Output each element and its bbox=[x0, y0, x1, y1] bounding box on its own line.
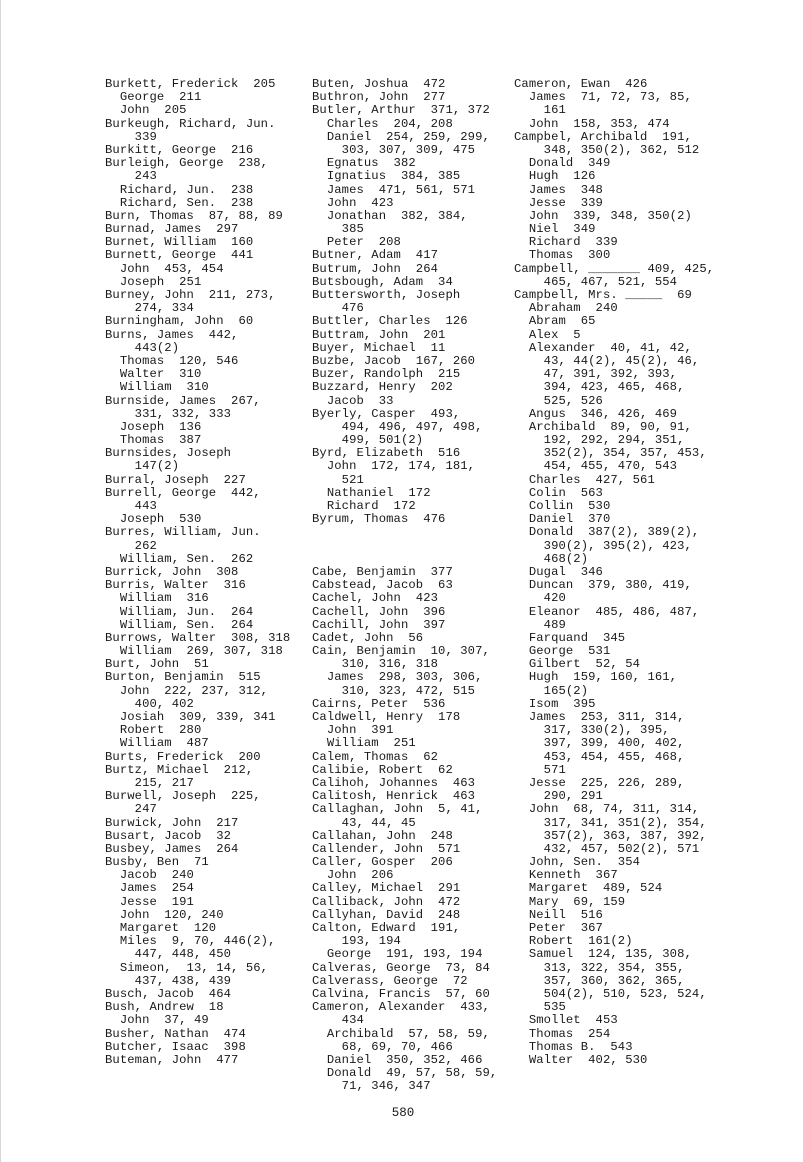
index-entry-line: 397, 399, 400, 402, bbox=[514, 736, 685, 751]
index-entry-line: Gilbert 52, 54 bbox=[514, 657, 641, 672]
index-column-3 bbox=[514, 78, 714, 1067]
index-entry-line: 476 bbox=[312, 301, 364, 316]
index-entry-line: Cachel, John 423 bbox=[312, 591, 439, 606]
index-entry-line: Buthron, John 277 bbox=[312, 90, 446, 105]
index-entry-line bbox=[312, 540, 497, 553]
index-entry-line: Burkett, Frederick 205 bbox=[105, 77, 276, 91]
index-entry-line: Eleanor 485, 486, 487, bbox=[514, 604, 700, 619]
index-entry-line: Joseph 136 bbox=[105, 419, 202, 434]
index-entry-line: Calihoh, Johannes 463 bbox=[312, 775, 476, 790]
index-entry-line: Burres, William, Jun. bbox=[105, 525, 261, 540]
index-entry-line: Campbell, Mrs. _____ 69 bbox=[514, 288, 692, 302]
index-entry-line: Busart, Jacob 32 bbox=[105, 828, 232, 843]
index-entry-line: Cadet, John 56 bbox=[312, 630, 424, 645]
index-entry-line: Calem, Thomas 62 bbox=[312, 749, 439, 764]
index-entry-line: 43, 44(2), 45(2), 46, bbox=[514, 353, 700, 368]
index-entry-line: John 68, 74, 311, 314, bbox=[514, 802, 700, 817]
index-entry-line: 535 bbox=[514, 1000, 566, 1015]
index-entry-line: Cachell, John 396 bbox=[312, 604, 446, 619]
index-entry-line: James 471, 561, 571 bbox=[312, 182, 476, 197]
index-entry-line: 357, 360, 362, 365, bbox=[514, 973, 685, 988]
index-entry-line: 71, 346, 347 bbox=[312, 1079, 431, 1094]
index-entry-line: Campbel, Archibald 191, bbox=[514, 129, 692, 144]
index-entry-line: William, Jun. 264 bbox=[105, 604, 254, 619]
index-entry-line: Walter 310 bbox=[105, 367, 202, 382]
index-entry-line: Butler, Arthur 371, 372 bbox=[312, 103, 490, 118]
index-entry-line: Busby, Ben 71 bbox=[105, 855, 209, 870]
index-entry-line: William 251 bbox=[312, 736, 416, 751]
index-entry-line: 310, 316, 318 bbox=[312, 657, 439, 672]
index-entry-line: Thomas 387 bbox=[105, 433, 202, 448]
index-entry-line: 339 bbox=[105, 129, 157, 144]
index-entry-line: Alexander 40, 41, 42, bbox=[514, 340, 692, 355]
index-entry-line: 47, 391, 392, 393, bbox=[514, 367, 678, 382]
index-entry-line: Butner, Adam 417 bbox=[312, 248, 439, 263]
index-entry-line: Buyer, Michael 11 bbox=[312, 340, 446, 355]
index-entry-line: 165(2) bbox=[514, 683, 589, 698]
index-entry-line: Donald 49, 57, 58, 59, bbox=[312, 1066, 498, 1081]
index-entry-line: Charles 427, 561 bbox=[514, 472, 655, 487]
index-entry-line: 43, 44, 45 bbox=[312, 815, 416, 830]
index-entry-line: Burris, Walter 316 bbox=[105, 578, 246, 593]
index-entry-line: 525, 526 bbox=[514, 393, 603, 408]
index-entry-line: 310, 323, 472, 515 bbox=[312, 683, 476, 698]
index-entry-line: Burn, Thomas 87, 88, 89 bbox=[105, 208, 283, 223]
index-entry-line: Burrows, Walter 308, 318 bbox=[105, 630, 291, 645]
index-entry-line: Calley, Michael 291 bbox=[312, 881, 461, 896]
index-entry-line: 357(2), 363, 387, 392, bbox=[514, 828, 707, 843]
index-entry-line: Byrum, Thomas 476 bbox=[312, 512, 446, 527]
index-entry-line: 453, 454, 455, 468, bbox=[514, 749, 685, 764]
page-number: 580 bbox=[391, 1106, 415, 1120]
index-entry-line: Burton, Benjamin 515 bbox=[105, 670, 261, 685]
index-entry-line: Bush, Andrew 18 bbox=[105, 1000, 224, 1015]
index-entry-line: 161 bbox=[514, 103, 566, 118]
index-entry-line: Archibald 57, 58, 59, bbox=[312, 1026, 490, 1041]
index-entry-line: Calvina, Francis 57, 60 bbox=[312, 986, 490, 1001]
index-entry-line: Buzzard, Henry 202 bbox=[312, 380, 453, 395]
index-entry-line: 352(2), 354, 357, 453, bbox=[514, 446, 707, 461]
index-entry-line: Buttram, John 201 bbox=[312, 327, 446, 342]
index-entry-line: Calverass, George 72 bbox=[312, 973, 468, 988]
index-entry-line: Robert 280 bbox=[105, 723, 202, 738]
index-entry-line: Burts, Frederick 200 bbox=[105, 749, 261, 764]
index-entry-line: Farquand 345 bbox=[514, 630, 626, 645]
index-entry-line: 243 bbox=[105, 169, 157, 184]
index-entry-line: Cabe, Benjamin 377 bbox=[312, 564, 453, 579]
index-entry-line: Jacob 240 bbox=[105, 868, 194, 883]
index-entry-line: 571 bbox=[514, 762, 566, 777]
index-column-2 bbox=[312, 78, 497, 1093]
index-entry-line: Burkitt, George 216 bbox=[105, 142, 254, 157]
index-entry-line: James 71, 72, 73, 85, bbox=[514, 90, 692, 105]
index-entry-line: 390(2), 395(2), 423, bbox=[514, 538, 692, 553]
index-entry-line: William 310 bbox=[105, 380, 209, 395]
index-entry-line: Busch, Jacob 464 bbox=[105, 986, 232, 1001]
index-entry-line: Cabstead, Jacob 63 bbox=[312, 578, 453, 593]
index-entry-line: John 222, 237, 312, bbox=[105, 683, 269, 698]
index-entry-line: 521 bbox=[312, 472, 364, 487]
index-entry-line: 443 bbox=[105, 499, 157, 513]
index-entry-line: Richard 339 bbox=[514, 235, 618, 250]
index-entry-line: 385 bbox=[312, 222, 364, 237]
index-entry-line: Buteman, John 477 bbox=[105, 1052, 239, 1067]
index-entry-line: Butrum, John 264 bbox=[312, 261, 439, 276]
index-entry-line: 434 bbox=[312, 1013, 364, 1028]
index-entry-line: 465, 467, 521, 554 bbox=[514, 274, 678, 289]
index-entry-line: Burrick, John 308 bbox=[105, 564, 239, 579]
index-entry-line: 274, 334 bbox=[105, 301, 194, 316]
index-entry-line: Angus 346, 426, 469 bbox=[514, 406, 678, 421]
index-entry-line: Margaret 120 bbox=[105, 921, 217, 935]
index-entry-line: Nathaniel 172 bbox=[312, 485, 431, 500]
index-entry-line: Richard, Jun. 238 bbox=[105, 182, 254, 197]
index-entry-line: George 191, 193, 194 bbox=[312, 947, 483, 962]
index-entry-line: 68, 69, 70, 466 bbox=[312, 1039, 453, 1054]
index-entry-line: 348, 350(2), 362, 512 bbox=[514, 142, 700, 157]
index-entry-line: Calibie, Robert 62 bbox=[312, 762, 453, 777]
index-entry-line: William, Sen. 264 bbox=[105, 617, 254, 632]
index-entry-line: Burnside, James 267, bbox=[105, 393, 261, 408]
index-entry-line: Abraham 240 bbox=[514, 301, 618, 316]
index-entry-line: Peter 367 bbox=[514, 921, 603, 935]
index-entry-line: James 298, 303, 306, bbox=[312, 670, 483, 685]
index-entry-line: Callaghan, John 5, 41, bbox=[312, 802, 483, 817]
index-entry-line: Miles 9, 70, 446(2), bbox=[105, 934, 276, 949]
index-entry-line: 313, 322, 354, 355, bbox=[514, 960, 685, 975]
index-entry-line: Joseph 530 bbox=[105, 512, 202, 527]
index-entry-line: Richard 172 bbox=[312, 499, 416, 513]
index-entry-line: John 391 bbox=[312, 723, 394, 738]
index-entry-line: Cameron, Alexander 433, bbox=[312, 1000, 490, 1015]
index-entry-line: Calton, Edward 191, bbox=[312, 921, 461, 935]
index-entry-line: Thomas 120, 546 bbox=[105, 353, 239, 368]
index-entry-line: Thomas B. 543 bbox=[514, 1039, 633, 1054]
index-entry-line: Byrd, Elizabeth 516 bbox=[312, 446, 461, 461]
index-entry-line: John 205 bbox=[105, 103, 187, 118]
index-entry-line: Daniel 254, 259, 299, bbox=[312, 129, 490, 144]
index-entry-line: John, Sen. 354 bbox=[514, 855, 641, 870]
index-entry-line: Burral, Joseph 227 bbox=[105, 472, 246, 487]
index-entry-line: Buzer, Randolph 215 bbox=[312, 367, 461, 382]
index-entry-line: John 172, 174, 181, bbox=[312, 459, 476, 474]
index-entry-line: Burwell, Joseph 225, bbox=[105, 789, 261, 804]
index-entry-line: Butcher, Isaac 398 bbox=[105, 1039, 246, 1054]
index-entry-line: Josiah 309, 339, 341 bbox=[105, 710, 276, 724]
index-entry-line: 499, 501(2) bbox=[312, 433, 424, 448]
index-entry-line: Richard, Sen. 238 bbox=[105, 195, 254, 210]
index-entry-line: Burnet, William 160 bbox=[105, 235, 254, 250]
index-entry-line: 394, 423, 465, 468, bbox=[514, 380, 685, 395]
index-entry-line: Busbey, James 264 bbox=[105, 841, 239, 856]
index-entry-line: William 316 bbox=[105, 591, 209, 606]
index-entry-line: Burnsides, Joseph bbox=[105, 446, 232, 461]
index-entry-line: Burningham, John 60 bbox=[105, 314, 254, 329]
index-entry-line: John 453, 454 bbox=[105, 261, 224, 276]
index-entry-line: Thomas 300 bbox=[514, 248, 611, 263]
index-entry-line: John 120, 240 bbox=[105, 907, 224, 922]
index-entry-line: 303, 307, 309, 475 bbox=[312, 142, 476, 157]
index-entry-line: Hugh 159, 160, 161, bbox=[514, 670, 678, 685]
index-entry-line: Burkeugh, Richard, Jun. bbox=[105, 116, 276, 131]
index-entry-line: Burns, James 442, bbox=[105, 327, 239, 342]
index-entry-line: Smollet 453 bbox=[514, 1013, 618, 1028]
index-entry-line: 331, 332, 333 bbox=[105, 406, 232, 421]
index-entry-line: Archibald 89, 90, 91, bbox=[514, 419, 692, 434]
index-entry-line: Buttersworth, Joseph bbox=[312, 288, 461, 302]
index-entry-line: Calveras, George 73, 84 bbox=[312, 960, 490, 975]
index-entry-line: 504(2), 510, 523, 524, bbox=[514, 986, 707, 1001]
index-entry-line: Caller, Gosper 206 bbox=[312, 855, 453, 870]
index-entry-line: Niel 349 bbox=[514, 222, 596, 237]
index-entry-line: Joseph 251 bbox=[105, 274, 202, 289]
index-entry-line: Buten, Joshua 472 bbox=[312, 77, 446, 91]
index-entry-line: George 531 bbox=[514, 644, 611, 659]
index-entry-line: Neill 516 bbox=[514, 907, 603, 922]
index-entry-line: Callyhan, David 248 bbox=[312, 907, 461, 922]
index-entry-line: Peter 208 bbox=[312, 235, 401, 250]
index-entry-line: Jonathan 382, 384, bbox=[312, 208, 468, 223]
index-entry-line: Daniel 350, 352, 466 bbox=[312, 1052, 483, 1067]
index-entry-line: Colin 563 bbox=[514, 485, 603, 500]
index-entry-line: Collin 530 bbox=[514, 499, 611, 513]
index-entry-line: 400, 402 bbox=[105, 696, 194, 711]
index-entry-line: 290, 291 bbox=[514, 789, 603, 804]
index-entry-line: 317, 330(2), 395, bbox=[514, 723, 670, 738]
index-entry-line: Egnatus 382 bbox=[312, 156, 416, 171]
index-entry-line: Calitosh, Henrick 463 bbox=[312, 789, 476, 804]
index-entry-line: 262 bbox=[105, 538, 157, 553]
index-entry-line: Burnad, James 297 bbox=[105, 222, 239, 237]
index-entry-line: Jesse 225, 226, 289, bbox=[514, 775, 685, 790]
index-entry-line: Cairns, Peter 536 bbox=[312, 696, 446, 711]
index-entry-line: Jacob 33 bbox=[312, 393, 394, 408]
index-entry-line: 192, 292, 294, 351, bbox=[514, 433, 685, 448]
index-entry-line: Campbell, _______ 409, 425, bbox=[514, 261, 715, 276]
index-entry-line: Butsbough, Adam 34 bbox=[312, 274, 453, 289]
index-entry-line: Mary 69, 159 bbox=[514, 894, 626, 909]
index-entry-line: Buzbe, Jacob 167, 260 bbox=[312, 353, 476, 368]
index-entry-line: James 254 bbox=[105, 881, 194, 896]
index-entry-line: Alex 5 bbox=[514, 327, 581, 342]
index-entry-line: Callahan, John 248 bbox=[312, 828, 453, 843]
index-entry-line: Thomas 254 bbox=[514, 1026, 611, 1041]
index-entry-line: William 487 bbox=[105, 736, 209, 751]
index-entry-line: Walter 402, 530 bbox=[514, 1052, 648, 1067]
index-entry-line: George 211 bbox=[105, 90, 202, 105]
index-entry-line: Samuel 124, 135, 308, bbox=[514, 947, 692, 962]
index-entry-line: Burney, John 211, 273, bbox=[105, 288, 276, 302]
index-entry-line: Byerly, Casper 493, bbox=[312, 406, 461, 421]
index-entry-line: William, Sen. 262 bbox=[105, 551, 254, 566]
index-entry-line: John 206 bbox=[312, 868, 394, 883]
index-entry-line: Ignatius 384, 385 bbox=[312, 169, 461, 184]
index-entry-line: John 423 bbox=[312, 195, 394, 210]
index-entry-line: Jesse 191 bbox=[105, 894, 194, 909]
index-entry-line: James 253, 311, 314, bbox=[514, 710, 685, 724]
index-entry-line: Isom 395 bbox=[514, 696, 596, 711]
index-entry-line: Busher, Nathan 474 bbox=[105, 1026, 246, 1041]
index-entry-line: John 158, 353, 474 bbox=[514, 116, 670, 131]
index-entry-line: Charles 204, 208 bbox=[312, 116, 453, 131]
index-entry-line: William 269, 307, 318 bbox=[105, 644, 283, 659]
index-entry-line: Simeon, 13, 14, 56, bbox=[105, 960, 269, 975]
index-entry-line: 193, 194 bbox=[312, 934, 401, 949]
index-entry-line: Hugh 126 bbox=[514, 169, 596, 184]
index-entry-line: 437, 438, 439 bbox=[105, 973, 232, 988]
index-entry-line: Jesse 339 bbox=[514, 195, 603, 210]
index-entry-line: Caldwell, Henry 178 bbox=[312, 710, 461, 724]
index-entry-line: Donald 349 bbox=[514, 156, 611, 171]
index-entry-line: Duncan 379, 380, 419, bbox=[514, 578, 692, 593]
index-entry-line: Calliback, John 472 bbox=[312, 894, 461, 909]
index-entry-line: Cameron, Ewan 426 bbox=[514, 77, 648, 91]
index-entry-line: Burtz, Michael 212, bbox=[105, 762, 254, 777]
index-entry-line: James 348 bbox=[514, 182, 603, 197]
index-entry-line: Cachill, John 397 bbox=[312, 617, 446, 632]
index-entry-line: Cain, Benjamin 10, 307, bbox=[312, 644, 490, 659]
index-entry-line: 443(2) bbox=[105, 340, 180, 355]
index-entry-line: 454, 455, 470, 543 bbox=[514, 459, 678, 474]
index-entry-line: 420 bbox=[514, 591, 566, 606]
index-entry-line: John 37, 49 bbox=[105, 1013, 209, 1028]
index-entry-line: Margaret 489, 524 bbox=[514, 881, 663, 896]
index-entry-line: 489 bbox=[514, 617, 566, 632]
index-entry-line: Dugal 346 bbox=[514, 564, 603, 579]
index-entry-line: Donald 387(2), 389(2), bbox=[514, 525, 700, 540]
index-entry-line: Burt, John 51 bbox=[105, 657, 209, 672]
index-entry-line: Burwick, John 217 bbox=[105, 815, 239, 830]
index-entry-line: Buttler, Charles 126 bbox=[312, 314, 468, 329]
index-column-1 bbox=[105, 78, 290, 1067]
index-entry-line: Robert 161(2) bbox=[514, 934, 633, 949]
index-entry-line: 447, 448, 450 bbox=[105, 947, 232, 962]
index-entry-line: John 339, 348, 350(2) bbox=[514, 208, 692, 223]
index-entry-line: Daniel 370 bbox=[514, 512, 611, 527]
index-entry-line: Kenneth 367 bbox=[514, 868, 618, 883]
index-entry-line: Burrell, George 442, bbox=[105, 485, 261, 500]
index-entry-line: 432, 457, 502(2), 571 bbox=[514, 841, 700, 856]
index-entry-line: Callender, John 571 bbox=[312, 841, 461, 856]
index-entry-line: 317, 341, 351(2), 354, bbox=[514, 815, 707, 830]
index-entry-line: Burleigh, George 238, bbox=[105, 156, 269, 171]
index-entry-line bbox=[312, 526, 497, 539]
index-entry-line bbox=[312, 553, 497, 566]
index-entry-line: 494, 496, 497, 498, bbox=[312, 419, 483, 434]
index-entry-line: 468(2) bbox=[514, 551, 589, 566]
index-entry-line: 147(2) bbox=[105, 459, 180, 474]
index-entry-line: 247 bbox=[105, 802, 157, 817]
index-entry-line: Abram 65 bbox=[514, 314, 596, 329]
index-entry-line: 215, 217 bbox=[105, 775, 194, 790]
index-entry-line: Burnett, George 441 bbox=[105, 248, 254, 263]
